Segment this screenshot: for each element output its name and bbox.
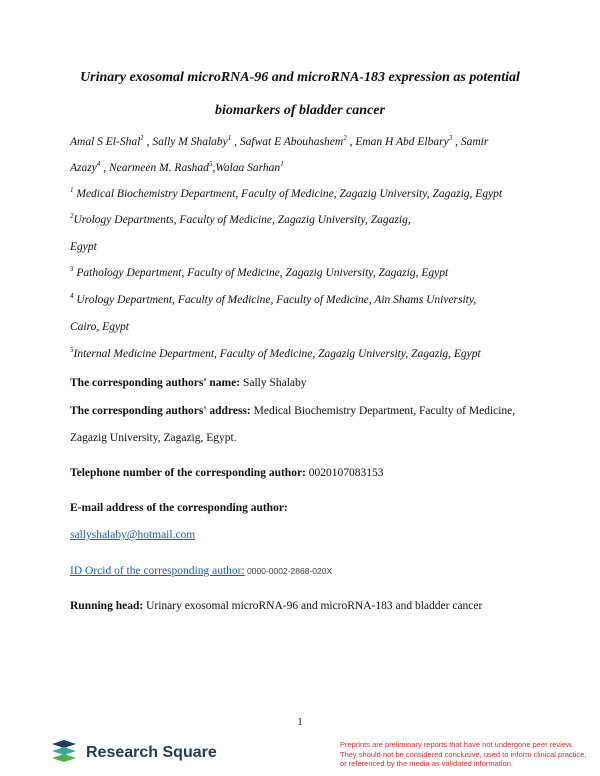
author-sup: 1 <box>140 134 144 143</box>
affiliation-2 <box>70 214 411 226</box>
author-name: , Safwat E Abouhashem <box>234 136 344 148</box>
corresponding-phone <box>70 467 384 479</box>
preprint-disclaimer: Preprints are preliminary reports that have not undergone peer review. They should not be considered conclusive, used to inform clinical practice, or referenced by the media as validated information. <box>340 740 587 768</box>
orcid-value: 0000-0002-2868-020X <box>244 566 333 576</box>
affiliation-4 <box>70 294 476 306</box>
affiliation-4-cont <box>70 321 129 333</box>
corresponding-email-label <box>70 502 288 514</box>
affiliation-text: Egypt <box>70 241 97 253</box>
author-name: ,Walaa Sarhan <box>212 162 281 174</box>
author-sup: 4 <box>96 160 101 169</box>
corresponding-name <box>70 377 307 389</box>
affiliation-text: Internal Medicine Department, Faculty of Medicine, Zagazig University, Zagazig, Egypt <box>73 348 481 360</box>
affiliation-sup: 3 <box>70 265 74 274</box>
affiliation-text: Urology Department, Faculty of Medicine, Faculty of Medicine, Ain Shams University, <box>73 294 477 306</box>
label: E-mail address of the corresponding author: <box>70 502 288 514</box>
affiliation-sup: 4 <box>70 292 74 301</box>
author-name: , Sally M Shalaby <box>146 136 228 148</box>
page-number: 1 <box>297 716 303 728</box>
research-square-icon <box>50 740 78 766</box>
label: The corresponding authors' name: <box>70 377 241 389</box>
corresponding-address <box>70 405 515 417</box>
affiliation-sup: 2 <box>70 212 74 221</box>
affiliation-3 <box>70 267 448 279</box>
affiliation-sup: 1 <box>70 186 74 195</box>
author-sup: 2 <box>343 134 347 143</box>
affiliation-text: Cairo, Egypt <box>70 321 129 333</box>
authors-line-1 <box>70 136 488 148</box>
author-name: Amal S El-Shal <box>70 136 141 148</box>
label: Telephone number of the corresponding author: <box>70 467 306 479</box>
affiliation-5 <box>70 348 481 360</box>
corresponding-address-cont: Zagazig University, Zagazig, Egypt. <box>70 432 237 444</box>
author-name: , Samir <box>455 136 489 148</box>
affiliation-1 <box>70 188 502 200</box>
orcid-link[interactable]: ID Orcid of the corresponding author: <box>70 565 245 577</box>
label: The corresponding authors' address: <box>70 405 251 417</box>
affiliation-text: Medical Biochemistry Department, Faculty of Medicine, Zagazig University, Zagazig, Egypt <box>73 188 503 200</box>
label: Running head: <box>70 600 144 612</box>
value: Sally Shalaby <box>240 377 307 389</box>
email-link[interactable]: sallyshalaby@hotmail.com <box>70 529 196 541</box>
research-square-brand: Research Square <box>86 744 217 761</box>
author-name: , Nearmeen M. Rashad <box>103 162 209 174</box>
authors-line-2 <box>70 162 284 174</box>
author-name: , Eman H Abd Elbary <box>349 136 449 148</box>
affiliation-text: Pathology Department, Faculty of Medicine, Zagazig University, Zagazig, Egypt <box>73 267 449 279</box>
author-sup: 1 <box>280 160 284 169</box>
value: 0020107083153 <box>305 467 384 479</box>
affiliation-text: Urology Departments, Faculty of Medicine, Zagazig University, Zagazig, <box>73 214 411 226</box>
paper-title-line-1: Urinary exosomal microRNA-96 and microRNA-183 expression as potential <box>80 70 520 85</box>
author-name: Azazy <box>70 162 97 174</box>
running-head <box>70 600 482 612</box>
author-sup: 3 <box>448 134 453 143</box>
affiliation-sup: 5 <box>70 346 74 355</box>
corresponding-email <box>70 529 195 541</box>
value: Urinary exosomal microRNA-96 and microRNA-183 and bladder cancer <box>143 600 483 612</box>
value: Medical Biochemistry Department, Faculty of Medicine, <box>250 405 516 417</box>
author-sup: 1 <box>227 134 232 143</box>
research-square-logo[interactable] <box>50 740 217 766</box>
affiliation-2-cont <box>70 241 97 253</box>
corresponding-orcid <box>70 565 332 577</box>
paper-title-line-2: biomarkers of bladder cancer <box>215 103 385 118</box>
author-sup: 5 <box>208 160 213 169</box>
